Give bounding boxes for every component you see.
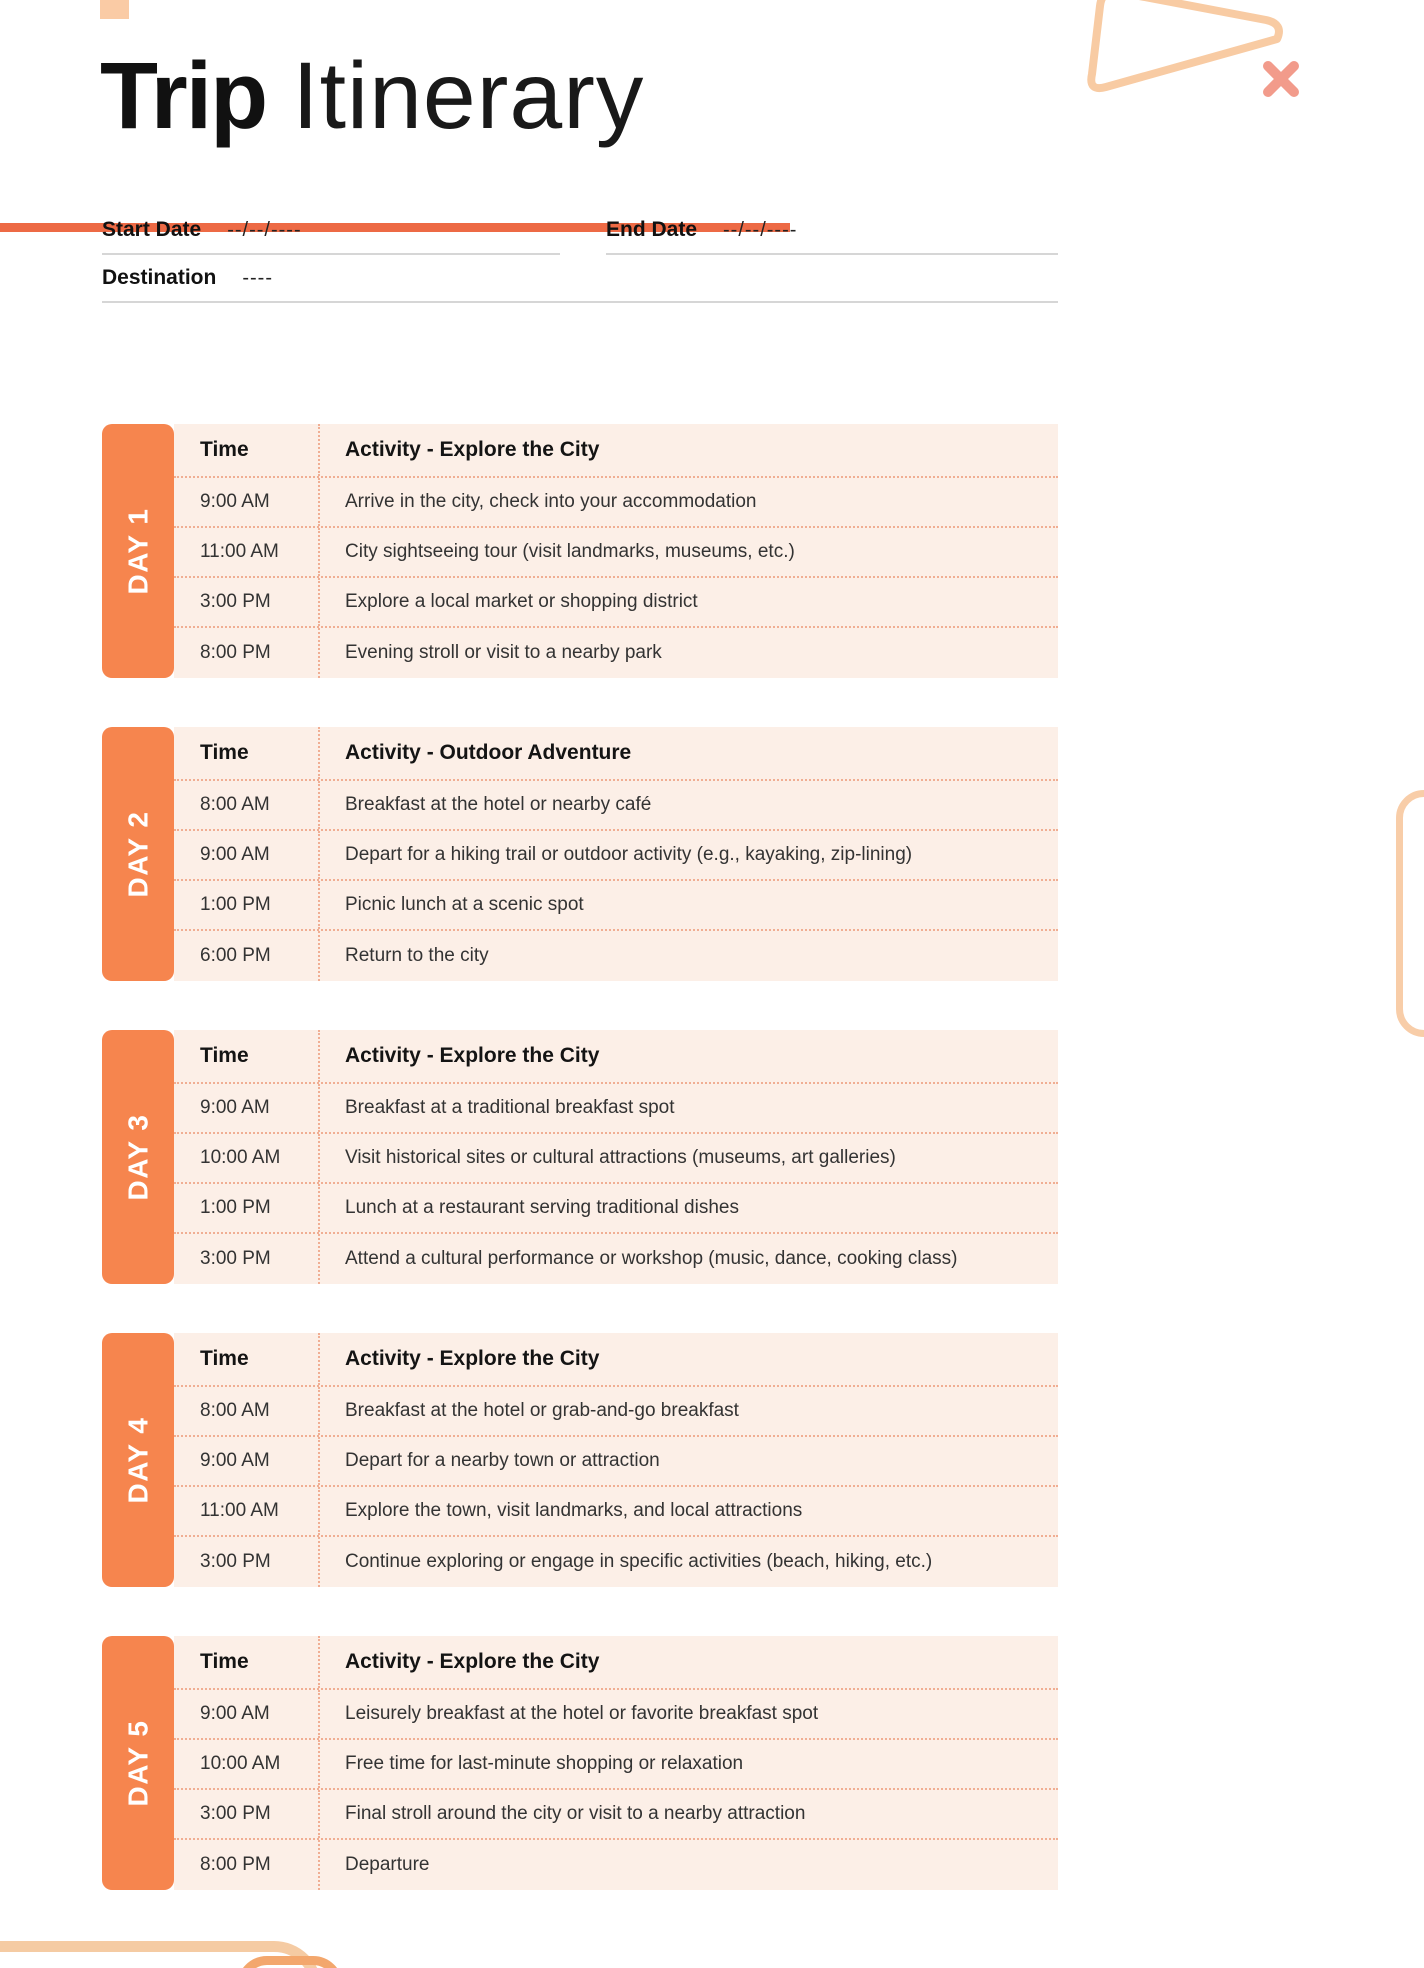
day-section xyxy=(102,1636,1058,1890)
day-tab xyxy=(102,1030,174,1284)
activity-cell: Return to the city xyxy=(345,945,489,966)
day-itinerary-table xyxy=(174,1333,1058,1587)
day-section xyxy=(102,1030,1058,1284)
destination-label: Destination xyxy=(102,266,217,289)
time-cell: 3:00 PM xyxy=(174,1790,320,1838)
time-column-header: Time xyxy=(174,1333,320,1385)
page-title-light: Itinerary xyxy=(292,43,645,149)
start-date-field[interactable] xyxy=(102,218,560,255)
time-cell: 3:00 PM xyxy=(174,1234,320,1284)
start-date-label: Start Date xyxy=(102,218,202,241)
destination-value[interactable]: ---- xyxy=(242,267,273,289)
activity-cell: Depart for a hiking trail or outdoor activity (e.g., kayaking, zip-lining) xyxy=(345,844,913,865)
time-cell: 8:00 AM xyxy=(174,1387,320,1435)
day-itinerary-table xyxy=(174,1636,1058,1890)
table-row xyxy=(174,528,1058,578)
activity-cell: Arrive in the city, check into your accommodation xyxy=(345,491,757,512)
time-cell: 11:00 AM xyxy=(174,1487,320,1535)
time-column-header: Time xyxy=(174,1030,320,1082)
dates-row xyxy=(102,218,1058,255)
table-row xyxy=(174,1690,1058,1740)
activity-cell: Leisurely breakfast at the hotel or favorite breakfast spot xyxy=(345,1703,819,1724)
day-tab-label: DAY 5 xyxy=(122,1719,153,1807)
table-row xyxy=(174,628,1058,678)
activity-column-header: Activity - Explore the City xyxy=(345,1044,600,1067)
table-row xyxy=(174,1487,1058,1537)
time-column-header: Time xyxy=(174,727,320,779)
time-cell: 8:00 PM xyxy=(174,628,320,678)
table-row xyxy=(174,1740,1058,1790)
time-cell: 9:00 AM xyxy=(174,478,320,526)
day-tab-label: DAY 1 xyxy=(122,507,153,595)
accent-square-icon xyxy=(100,0,129,19)
day-itinerary-table xyxy=(174,727,1058,981)
activity-cell: Depart for a nearby town or attraction xyxy=(345,1450,660,1471)
destination-row xyxy=(102,266,1058,303)
table-row xyxy=(174,1537,1058,1587)
time-cell: 3:00 PM xyxy=(174,578,320,626)
table-header-row xyxy=(174,1333,1058,1387)
activity-cell: Final stroll around the city or visit to a nearby attraction xyxy=(345,1803,806,1824)
activity-column-header: Activity - Explore the City xyxy=(345,1650,600,1673)
activity-cell: City sightseeing tour (visit landmarks, museums, etc.) xyxy=(345,541,795,562)
table-row xyxy=(174,1184,1058,1234)
day-tab xyxy=(102,424,174,678)
table-header-row xyxy=(174,1636,1058,1690)
day-section xyxy=(102,424,1058,678)
table-row xyxy=(174,478,1058,528)
time-cell: 9:00 AM xyxy=(174,1690,320,1738)
activity-column-header: Activity - Explore the City xyxy=(345,438,600,461)
table-row xyxy=(174,1234,1058,1284)
destination-field[interactable] xyxy=(102,266,1058,303)
day-tab-label: DAY 4 xyxy=(122,1416,153,1504)
day-tab-label: DAY 2 xyxy=(122,810,153,898)
table-row xyxy=(174,931,1058,981)
time-cell: 10:00 AM xyxy=(174,1740,320,1788)
time-cell: 3:00 PM xyxy=(174,1537,320,1587)
day-sections xyxy=(102,424,1058,1939)
time-cell: 6:00 PM xyxy=(174,931,320,981)
page-title xyxy=(100,42,644,151)
activity-cell: Breakfast at the hotel or grab-and-go breakfast xyxy=(345,1400,739,1421)
activity-column-header: Activity - Explore the City xyxy=(345,1347,600,1370)
table-header-row xyxy=(174,424,1058,478)
table-row xyxy=(174,781,1058,831)
day-section xyxy=(102,1333,1058,1587)
time-cell: 9:00 AM xyxy=(174,1437,320,1485)
table-row xyxy=(174,831,1058,881)
table-row xyxy=(174,1134,1058,1184)
rounded-rect-right-decoration xyxy=(1396,790,1424,1037)
time-cell: 9:00 AM xyxy=(174,831,320,879)
table-header-row xyxy=(174,727,1058,781)
day-itinerary-table xyxy=(174,1030,1058,1284)
time-cell: 1:00 PM xyxy=(174,881,320,929)
activity-cell: Free time for last-minute shopping or relaxation xyxy=(345,1753,744,1774)
activity-cell: Visit historical sites or cultural attractions (museums, art galleries) xyxy=(345,1147,896,1168)
activity-cell: Breakfast at the hotel or nearby café xyxy=(345,794,652,815)
table-row xyxy=(174,1387,1058,1437)
day-tab xyxy=(102,1333,174,1587)
time-column-header: Time xyxy=(174,1636,320,1688)
table-row xyxy=(174,1084,1058,1134)
start-date-value[interactable]: --/--/---- xyxy=(227,219,302,241)
table-row xyxy=(174,881,1058,931)
table-row xyxy=(174,578,1058,628)
end-date-field[interactable] xyxy=(606,218,1058,255)
day-tab-label: DAY 3 xyxy=(122,1113,153,1201)
time-cell: 8:00 AM xyxy=(174,781,320,829)
day-itinerary-table xyxy=(174,424,1058,678)
end-date-value[interactable]: --/--/---- xyxy=(723,219,798,241)
activity-cell: Lunch at a restaurant serving traditional dishes xyxy=(345,1197,739,1218)
activity-cell: Departure xyxy=(345,1854,430,1875)
table-header-row xyxy=(174,1030,1058,1084)
time-cell: 8:00 PM xyxy=(174,1840,320,1890)
table-row xyxy=(174,1840,1058,1890)
time-cell: 9:00 AM xyxy=(174,1084,320,1132)
activity-cell: Breakfast at a traditional breakfast spot xyxy=(345,1097,675,1118)
activity-cell: Picnic lunch at a scenic spot xyxy=(345,894,584,915)
activity-cell: Explore the town, visit landmarks, and local attractions xyxy=(345,1500,803,1521)
time-cell: 10:00 AM xyxy=(174,1134,320,1182)
activity-cell: Explore a local market or shopping district xyxy=(345,591,698,612)
activity-cell: Evening stroll or visit to a nearby park xyxy=(345,642,662,663)
day-tab xyxy=(102,1636,174,1890)
day-tab xyxy=(102,727,174,981)
x-mark-icon xyxy=(1258,56,1304,102)
day-section xyxy=(102,727,1058,981)
activity-cell: Continue exploring or engage in specific activities (beach, hiking, etc.) xyxy=(345,1551,933,1572)
page-title-bold: Trip xyxy=(100,43,267,149)
activity-column-header: Activity - Outdoor Adventure xyxy=(345,741,632,764)
end-date-label: End Date xyxy=(606,218,698,241)
table-row xyxy=(174,1790,1058,1840)
time-cell: 11:00 AM xyxy=(174,528,320,576)
time-cell: 1:00 PM xyxy=(174,1184,320,1232)
table-row xyxy=(174,1437,1058,1487)
time-column-header: Time xyxy=(174,424,320,476)
activity-cell: Attend a cultural performance or workshop (music, dance, cooking class) xyxy=(345,1248,958,1269)
